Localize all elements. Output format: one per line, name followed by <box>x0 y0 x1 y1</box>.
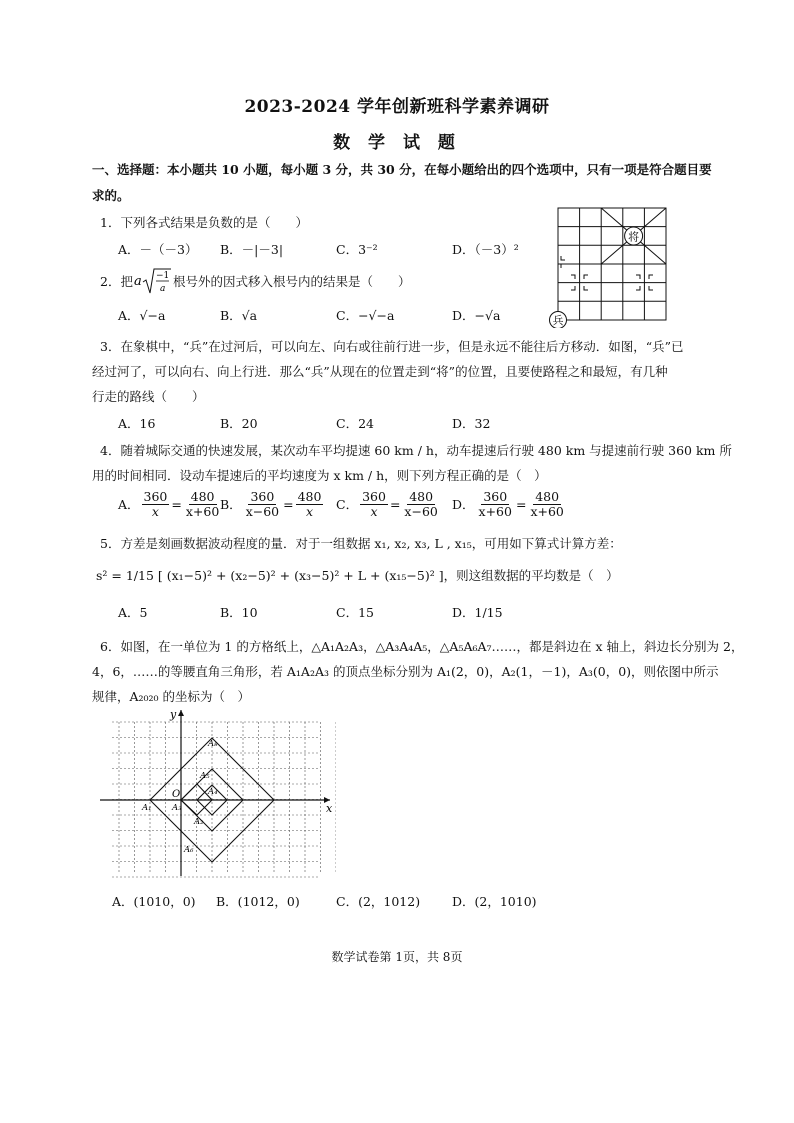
label-a3: A₃ <box>172 803 182 813</box>
q2-option-c: C．−√−a <box>336 308 395 323</box>
q2-option-b: B．√a <box>220 308 258 323</box>
y-axis-label: y <box>170 708 177 721</box>
label-a2: A₂ <box>194 817 204 827</box>
svg-text:a: a <box>159 284 166 294</box>
page-footer: 数学试卷第 1页，共 8页 <box>331 950 463 964</box>
q1-option-b: B．－|－3| <box>220 242 284 257</box>
q4-stem-line1: 4．随着城际交通的快速发展，某次动车平均提速 60 km / h，动车提速后行驶 480 km 与提速前行驶 360 km 所 <box>100 443 732 458</box>
exam-title: 2023-2024 学年创新班科学素养调研 <box>244 97 550 117</box>
q4-option-a: A． $\frac{360}{x}$ = $\frac{480}{x+60}$ <box>118 489 220 519</box>
q5-option-c: C．15 <box>336 605 374 620</box>
section-heading-cont: 求的。 <box>92 188 130 203</box>
q4-option-b: B． $\frac{360}{x-60}$ = $\frac{480}{x}$ <box>220 489 322 519</box>
chess-board-figure <box>548 204 672 328</box>
svg-text:−1: −1 <box>155 271 170 281</box>
label-a4: A₄ <box>208 787 218 797</box>
label-a1: A₁ <box>142 803 152 813</box>
label-a6: A₆ <box>184 845 194 855</box>
q3-stem-line3: 行走的路线（ ） <box>92 389 205 404</box>
q1-option-a: A．－（－3） <box>118 242 198 257</box>
q3-option-a: A．16 <box>118 416 156 431</box>
q3-stem-line2: 经过河了，可以向右、向上行进．那么“兵”从现在的位置走到“将”的位置，且要使路程之和最短，有几种 <box>92 364 668 379</box>
q1-option-c: C．3⁻² <box>336 242 378 257</box>
q2-stem-pre: 2．把 <box>100 274 133 289</box>
q3-stem-line1: 3．在象棋中，“兵”在过河后，可以向左、向右或往前行进一步，但是永远不能往后方移动．如图，“兵”已 <box>100 339 684 354</box>
q6-option-b: B．(1012，0) <box>216 894 300 909</box>
jiang-label: 将 <box>628 230 640 244</box>
q2-radical-expression <box>133 266 173 296</box>
section-heading: 一、选择题：本小题共 10 小题，每小题 3 分，共 30 分，在每小题给出的四个选项中，只有一项是符合题目要 <box>92 162 712 177</box>
q6-option-c: C．(2，1012) <box>336 894 421 909</box>
q1-stem: 1．下列各式结果是负数的是（ ） <box>100 215 308 230</box>
exam-subtitle: 数 学 试 题 <box>333 133 461 153</box>
q4-stem-line2: 用的时间相同．设动车提速后的平均速度为 x km / h，则下列方程正确的是（ ） <box>92 468 547 483</box>
q2-stem-post: 根号外的因式移入根号内的结果是（ ） <box>172 274 411 289</box>
q3-option-d: D．32 <box>452 416 491 431</box>
q2-stem <box>100 266 410 296</box>
origin-label: O <box>172 789 181 800</box>
q5-option-b: B．10 <box>220 605 258 620</box>
q6-option-a: A．(1010，0) <box>112 894 196 909</box>
bing-label: 兵 <box>552 314 564 327</box>
x-axis-label: x <box>326 802 333 815</box>
q6-option-d: D．(2，1010) <box>452 894 537 909</box>
coordinate-grid-figure <box>100 708 336 878</box>
q5-option-a: A．5 <box>118 605 148 620</box>
q5-formula: s² = 1/15 [ (x₁−5)² + (x₂−5)² + (x₃−5)² + L + (x₁₅−5)² ]，则这组数据的平均数是（ ） <box>96 568 619 583</box>
q5-stem: 5．方差是刻画数据波动程度的量．对于一组数据 x₁, x₂, x₃, L , x₁₅，可用如下算式计算方差： <box>100 536 622 551</box>
q5-option-d: D．1/15 <box>452 605 503 620</box>
q4-option-d: D． $\frac{360}{x+60}$ = $\frac{480}{x+60}$ <box>452 489 564 519</box>
q2-option-a: A．√−a <box>118 308 166 323</box>
q3-option-b: B．20 <box>220 416 258 431</box>
label-a8: A₈ <box>208 739 218 749</box>
q6-stem-line2: 4，6，……的等腰直角三角形，若 A₁A₂A₃ 的顶点坐标分别为 A₁(2，0)，A₂(1，－1)，A₃(0，0)，则依图中所示 <box>92 664 719 679</box>
q4-option-c: C． $\frac{360}{x}$ = $\frac{480}{x-60}$ <box>336 489 438 519</box>
q3-option-c: C．24 <box>336 416 374 431</box>
q6-stem-line3: 规律，A₂₀₂₀ 的坐标为（ ） <box>92 689 251 704</box>
q2-option-d: D．−√a <box>452 308 501 323</box>
q6-stem-line1: 6．如图，在一单位为 1 的方格纸上，△A₁A₂A₃，△A₃A₄A₅，△A₅A₆A₇……，都是斜边在 x 轴上，斜边长分别为 2， <box>100 639 744 654</box>
svg-text:a: a <box>133 274 142 289</box>
label-a5: A₅ <box>200 771 210 781</box>
q1-option-d: D．（－3）² <box>452 242 519 257</box>
